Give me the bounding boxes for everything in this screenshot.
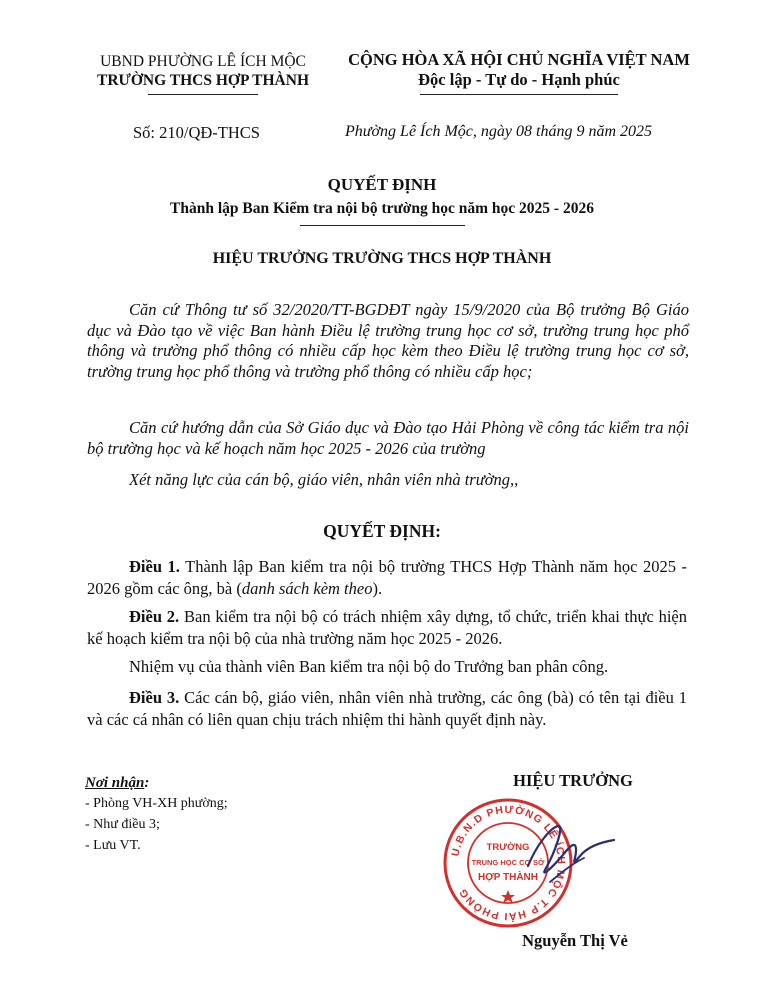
article-3-label: Điều 3. xyxy=(129,688,180,707)
article-1-text: Thành lập Ban kiểm tra nội bộ trường THCS Hợp Thành năm học 2025 - 2026 gồm các ông, bà ( xyxy=(87,557,687,598)
org-underline xyxy=(148,94,258,95)
national-heading xyxy=(330,50,708,90)
recipient-item: - Lưu VT. xyxy=(85,838,141,853)
recipients-title xyxy=(85,775,149,792)
article-1-label: Điều 1. xyxy=(129,557,180,576)
article-1-attachment: danh sách kèm theo xyxy=(241,578,373,598)
preamble-basis-3: Xét năng lực của cán bộ, giáo viên, nhân viên nhà trường,, xyxy=(129,470,519,489)
article-3 xyxy=(87,687,687,730)
article-3-text: Các cán bộ, giáo viên, nhân viên nhà trường, các ông (bà) có tên tại điều 1 và các cá nhân có liên quan chịu trách nhiệm thi hành quyết định này. xyxy=(87,688,687,729)
seal-line3: HỢP THÀNH xyxy=(477,872,539,883)
seal-ring-text: U.B.N.D PHƯỜNG LÊ ÍCH MỘC T.P HẢI PHÒNG xyxy=(449,803,568,923)
seal-line1: TRƯỜNG xyxy=(486,842,530,853)
recipients-title-text: Nơi nhận xyxy=(85,775,145,791)
nation-line2: Độc lập - Tự do - Hạnh phúc xyxy=(418,70,620,89)
document-number: Số: 210/QĐ-THCS xyxy=(133,123,260,142)
article-1-end: ). xyxy=(372,578,383,598)
article-2 xyxy=(87,606,687,649)
article-2-text: Ban kiểm tra nội bộ có trách nhiệm xây dựng, tổ chức, triển khai thực hiện kế hoạch kiểm tra nội bộ của nhà trường năm học 2025 - 2026. xyxy=(87,607,687,648)
signer-position: HIỆU TRƯỞNG xyxy=(513,771,633,790)
recipient-item: - Phòng VH-XH phường; xyxy=(85,796,228,811)
recipient-item: - Như điều 3; xyxy=(85,817,160,832)
article-2-assignment: Nhiệm vụ của thành viên Ban kiểm tra nội bộ do Trưởng ban phân công. xyxy=(129,657,609,676)
recipients-colon: : xyxy=(144,775,150,791)
place-date: Phường Lê Ích Mộc, ngày 08 tháng 9 năm 2025 xyxy=(345,123,652,140)
document-subject: Thành lập Ban Kiểm tra nội bộ trường học năm học 2025 - 2026 xyxy=(170,200,594,217)
nation-underline xyxy=(420,94,618,95)
preamble-basis-2: Căn cứ hướng dẫn của Sở Giáo dục và Đào tạo Hải Phòng về công tác kiểm tra nội bộ trường học và kế hoạch năm học 2025 - 2026 của trường xyxy=(87,418,689,458)
decision-heading: QUYẾT ĐỊNH: xyxy=(323,521,441,541)
issuing-org xyxy=(78,52,328,90)
nation-line1: CỘNG HÒA XÃ HỘI CHỦ NGHĨA VIỆT NAM xyxy=(348,50,690,69)
title-underline xyxy=(300,225,465,226)
handwritten-signature-icon xyxy=(510,806,630,906)
article-2-label: Điều 2. xyxy=(129,607,180,626)
org-line1: UBND PHƯỜNG LÊ ÍCH MỘC xyxy=(100,53,306,70)
signer-name: Nguyễn Thị Vẻ xyxy=(522,931,628,950)
article-1 xyxy=(87,556,687,599)
document-title: QUYẾT ĐỊNH xyxy=(327,175,437,194)
preamble-basis-1: Căn cứ Thông tư số 32/2020/TT-BGDĐT ngày 15/9/2020 của Bộ trưởng Bộ Giáo dục và Đào tạo về việc Ban hành Điều lệ trường trung học cơ sở, trường trung học phổ thông và trường phổ thông có nhiều cấp học kèm theo Điều lệ trường trung học cơ sở, trường trung học phổ thông và trường phổ thông có nhiều cấp học; xyxy=(87,300,689,381)
seal-line2: TRUNG HỌC CƠ SỞ xyxy=(471,858,545,867)
issuing-authority: HIỆU TRƯỞNG TRƯỜNG THCS HỢP THÀNH xyxy=(212,250,552,267)
org-line2: TRƯỜNG THCS HỢP THÀNH xyxy=(96,72,309,89)
